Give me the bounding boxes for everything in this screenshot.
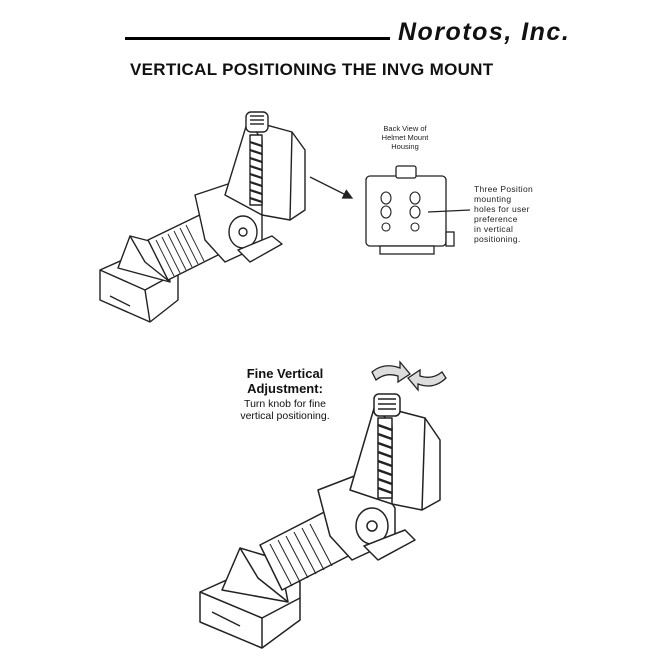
callout-line: holes for user <box>474 204 530 214</box>
callout-line: in vertical <box>474 224 514 234</box>
callout-line: positioning. <box>474 234 521 244</box>
arrow-icon <box>310 177 352 198</box>
fine-adjustment-title <box>220 366 350 396</box>
callout-line: Three Position <box>474 184 534 194</box>
mount-illustration-bottom <box>200 394 440 648</box>
rotation-arrows-icon <box>372 362 446 390</box>
brand-name: Norotos, Inc. <box>398 18 571 46</box>
caption-line: Housing <box>391 142 419 151</box>
page-title: VERTICAL POSITIONING THE INVG MOUNT <box>130 60 494 79</box>
callout-line: preference <box>474 214 518 224</box>
fine-body-line: Turn knob for fine <box>244 398 326 410</box>
back-view-caption <box>372 124 438 151</box>
callout-line: mounting <box>474 194 512 204</box>
fine-body-line: vertical positioning. <box>240 410 330 422</box>
housing-back-view <box>366 166 470 254</box>
mount-illustration-top <box>100 112 305 322</box>
fine-title-line: Adjustment: <box>247 381 323 396</box>
fine-title-line: Fine Vertical <box>246 366 324 381</box>
caption-line: Back View of <box>383 124 427 133</box>
caption-line: Helmet Mount <box>381 133 429 142</box>
holes-callout <box>474 184 564 244</box>
fine-adjustment-body <box>215 398 355 422</box>
